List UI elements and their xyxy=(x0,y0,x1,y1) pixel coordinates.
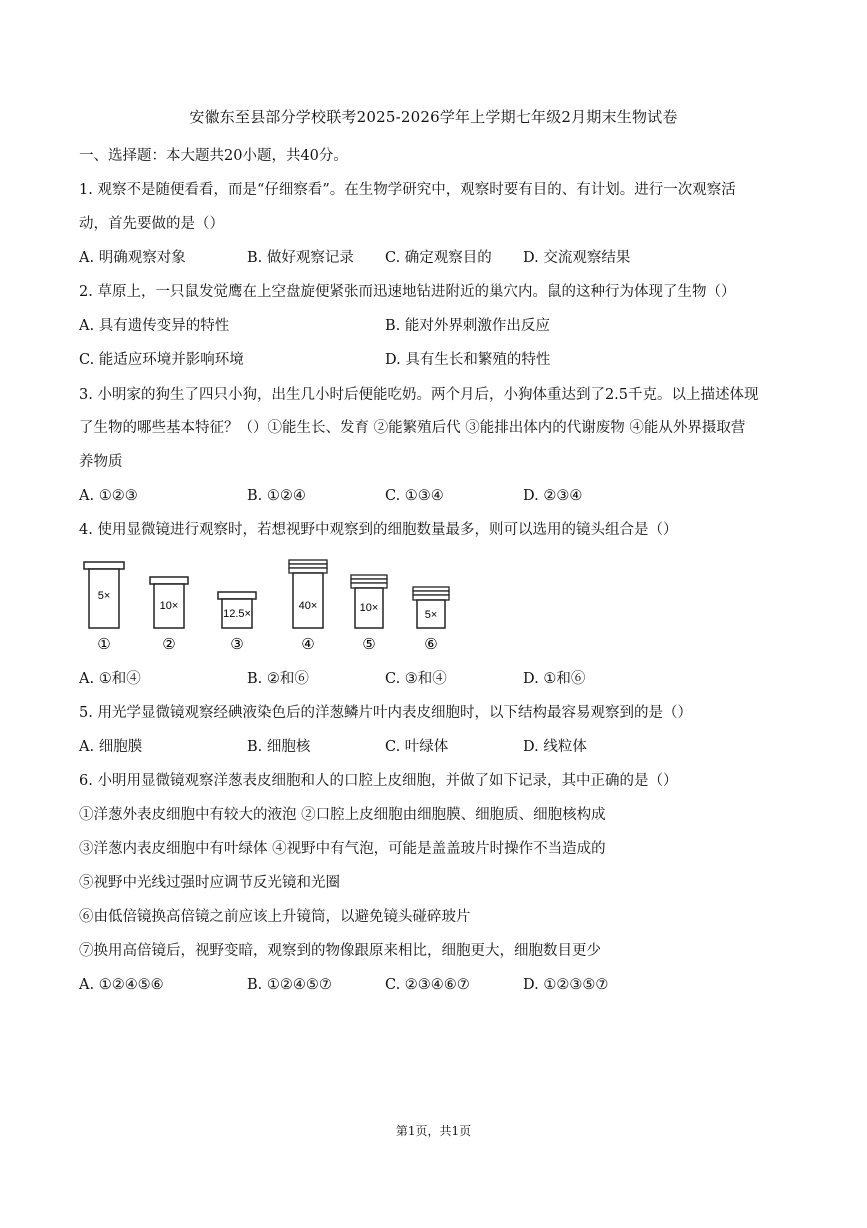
lens-1-number: ① xyxy=(97,636,111,653)
q6-option-b: B. ①②④⑤⑦ xyxy=(247,977,332,993)
lens-3-label: 12.5× xyxy=(223,608,251,620)
q6-line-1: 6. 小明用显微镜观察洋葱表皮细胞和人的口腔上皮细胞，并做了如下记录，其中正确的是（） xyxy=(79,773,678,789)
page-footer: 第1页，共1页 xyxy=(395,1124,472,1138)
lens-6-label: 5× xyxy=(424,609,438,621)
lens-5-number: ⑤ xyxy=(362,636,376,653)
q4-option-a: A. ①和④ xyxy=(79,671,141,687)
q6-statement-1-2: ①洋葱外表皮细胞中有较大的液泡 ②口腔上皮细胞由细胞膜、细胞质、细胞核构成 xyxy=(79,807,606,823)
q1-option-c: C. 确定观察目的 xyxy=(385,250,492,266)
q6-option-c: C. ②③④⑥⑦ xyxy=(385,977,470,993)
lens-5-label: 10× xyxy=(359,602,379,614)
q4-line-1: 4. 使用显微镜进行观察时，若想视野中观察到的细胞数量最多，则可以选用的镜头组合是（） xyxy=(79,522,678,538)
q6-statement-5: ⑤视野中光线过强时应调节反光镜和光圈 xyxy=(79,875,340,891)
q3-line-2: 了生物的哪些基本特征？（）①能生长、发育 ②能繁殖后代 ③能排出体内的代谢废物 ④能从外界摄取营 xyxy=(79,420,746,436)
lens-2-number: ② xyxy=(162,636,176,653)
q6-option-d: D. ①②③⑤⑦ xyxy=(523,977,609,993)
q1-line-1: 1. 观察不是随便看看，而是“仔细察看”。在生物学研究中，观察时要有目的、有计划。进行一次观察活 xyxy=(79,182,736,198)
q3-line-1: 3. 小明家的狗生了四只小狗，出生几小时后便能吃奶。两个月后，小狗体重达到了2.5千克。以上描述体现 xyxy=(79,387,759,403)
q2-line-1: 2. 草原上，一只鼠发觉鹰在上空盘旋便紧张而迅速地钻进附近的巢穴内。鼠的这种行为体现了生物（） xyxy=(79,284,736,300)
lens-4-number: ④ xyxy=(301,636,315,653)
q3-option-a: A. ①②③ xyxy=(79,488,138,504)
q6-option-a: A. ①②④⑤⑥ xyxy=(79,977,164,993)
q1-line-2: 动，首先要做的是（） xyxy=(79,216,224,232)
lens-1-label: 5× xyxy=(97,590,111,602)
q1-option-d: D. 交流观察结果 xyxy=(523,250,631,266)
lens-3-number: ③ xyxy=(230,636,244,653)
q3-line-3: 养物质 xyxy=(79,454,123,470)
q6-statement-6: ⑥由低倍镜换高倍镜之前应该上升镜筒，以避免镜头碰碎玻片 xyxy=(79,909,471,925)
q5-option-d: D. 线粒体 xyxy=(523,739,587,755)
q5-option-c: C. 叶绿体 xyxy=(385,739,449,755)
lens-6-number: ⑥ xyxy=(424,636,438,653)
lens-figure xyxy=(76,555,466,660)
q4-option-d: D. ①和⑥ xyxy=(523,671,586,687)
q6-statement-7: ⑦换用高倍镜后，视野变暗，观察到的物像跟原来相比，细胞更大，细胞数目更少 xyxy=(79,943,601,959)
q3-option-c: C. ①③④ xyxy=(385,488,444,504)
q2-option-d: D. 具有生长和繁殖的特性 xyxy=(385,352,551,368)
q5-line-1: 5. 用光学显微镜观察经碘液染色后的洋葱鳞片叶内表皮细胞时，以下结构最容易观察到的是（） xyxy=(79,705,692,721)
q1-option-a: A. 明确观察对象 xyxy=(79,250,186,266)
lens-4-label: 40× xyxy=(298,600,318,612)
q1-option-b: B. 做好观察记录 xyxy=(247,250,354,266)
q4-option-b: B. ②和⑥ xyxy=(247,671,309,687)
q2-option-b: B. 能对外界刺激作出反应 xyxy=(385,318,550,334)
q6-statement-3-4: ③洋葱内表皮细胞中有叶绿体 ④视野中有气泡，可能是盖盖玻片时操作不当造成的 xyxy=(79,841,606,857)
section-heading: 一、选择题：本大题共20小题，共40分。 xyxy=(79,148,348,164)
q4-option-c: C. ③和④ xyxy=(385,671,447,687)
q5-option-a: A. 细胞膜 xyxy=(79,739,143,755)
q3-option-b: B. ①②④ xyxy=(247,488,306,504)
q2-option-c: C. 能适应环境并影响环境 xyxy=(79,352,244,368)
q2-option-a: A. 具有遗传变异的特性 xyxy=(79,318,230,334)
lens-2-label: 10× xyxy=(159,600,179,612)
q3-option-d: D. ②③④ xyxy=(523,488,583,504)
q5-option-b: B. 细胞核 xyxy=(247,739,311,755)
page-title: 安徽东至县部分学校联考2025-2026学年上学期七年级2月期末生物试卷 xyxy=(189,108,678,126)
